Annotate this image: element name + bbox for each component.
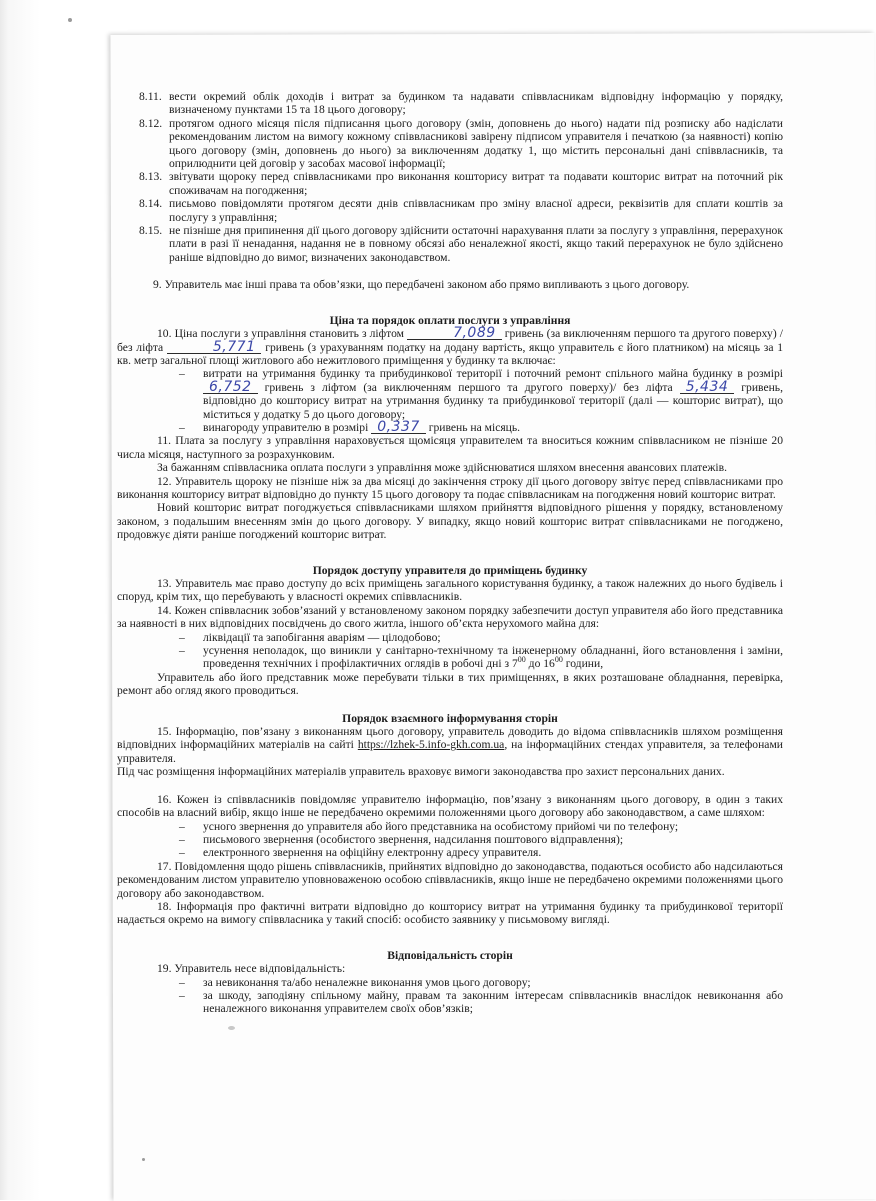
- clause-19-item-damage: – за шкоду, заподіяну спільному майну, правам та законним інтересам співвласників внаслідок невиконання або неналежного виконання управителем своїх обов’язків;: [117, 989, 783, 1016]
- dash-bullet: –: [179, 988, 185, 1002]
- clause-18: 18. Інформація про фактичні витрати відповідно до кошторису витрат на утримання будинку та прибудинкової території надається окремо на вимогу співвласника у такий спосіб: особисто заявнику у письмовому вигляді.: [117, 899, 783, 927]
- clause-number: 8.11.: [139, 90, 162, 103]
- dash-bullet: –: [179, 846, 185, 860]
- clause-8-15: [117, 224, 783, 264]
- clause-number: 8.15.: [139, 224, 163, 238]
- dash-bullet: –: [179, 420, 185, 434]
- clause-14-presence: Управитель або його представник може перебувати тільки в тих приміщеннях, в яких розташоване обладнання, перевірка, ремонт або огляд якого проводиться.: [117, 670, 783, 698]
- clause-16-item-oral: – усного звернення до управителя або його представника на особистому прийомі чи по телефону;: [117, 820, 783, 833]
- clause-12-new-estimate: Новий кошторис витрат погоджується співвласниками шляхом прийняття відповідного рішення у порядку, встановленому законом, з подальшим внесенням змін до цього договору. У випадку, якщо новий кошторис витрат співвласниками не погоджено, продовжує діяти раніше погоджений кошторис витрат.: [117, 501, 783, 542]
- handwritten-costs-without-lift: 5,434: [680, 381, 735, 394]
- clause-number: 8.12.: [139, 116, 163, 130]
- clause-text: протягом одного місяця після підписання цього договору (змін, доповнень до нього) надати під розписку або надіслати рекомендованим листом на вимогу кожному співвласникові завірену підписом управителя і печаткою (за наявності) копію цього договору (змін, доповнень до нього) за виключенням додатку 1, що містить персональні дані співвласників, та оприлюднити цей договір у засобах масової інформації;: [169, 116, 783, 171]
- clause-number: 8.14.: [139, 197, 163, 211]
- scan-speck: [142, 1158, 145, 1161]
- document-body: [117, 90, 783, 1016]
- scan-smudge: [228, 1026, 235, 1030]
- clause-8-12: [117, 117, 783, 171]
- clause-12: 12. Управитель щороку не пізніше ніж за два місяці до закінчення строку дії цього договору звітує перед співвласниками про виконання кошторису витрат відповідно до пункту 15 цього договору та подає співвласникам на погодження новий кошторис витрат.: [117, 474, 783, 501]
- clause-11: 11. Плата за послугу з управління нараховується щомісяця управителем та вноситься кожним співвласником не пізніше 20 числа місяця, наступного за розрахунковим.: [117, 434, 783, 461]
- handwritten-price-without-lift: 5,771: [167, 341, 262, 354]
- dash-bullet: –: [179, 367, 185, 381]
- dash-bullet: –: [179, 644, 185, 658]
- clause-16-item-electronic: – електронного звернення на офіційну електронну адресу управителя.: [117, 846, 783, 859]
- handwritten-fee: 0,337: [371, 421, 426, 434]
- clause-14-item-repairs: – усунення неполадок, що виникли у санітарно-технічному та інженерному обладнанні, його встановлення і заміни, проведення технічних і профілактичних оглядів в робочі дні з $7^{00}$ до $16^{00}$ години,: [117, 644, 783, 671]
- dash-bullet: –: [179, 832, 185, 846]
- clause-16: 16. Кожен із співвласників повідомляє управителю інформацію, пов’язану з виконанням цього договору, в один з таких способів на власний вибір, якщо інше не передбачено окремими положеннями цього договору або законодавством, а саме шляхом:: [117, 792, 783, 820]
- clause-15-privacy: Під час розміщення інформаційних матеріалів управитель враховує вимоги законодавства про захист персональних даних.: [117, 765, 725, 779]
- clause-14-item-accidents: – ліквідації та запобігання аваріям — цілодобово;: [117, 631, 783, 644]
- clause-text: вести окремий облік доходів і витрат за будинком та надавати співвласникам відповідну інформацію у порядку, визначеному пунктами 15 та 18 цього договору;: [169, 90, 783, 117]
- clause-15: 15. Інформацію, пов’язану з виконанням цього договору, управитель доводить до відома співвласників шляхом розміщення відповідних інформаційних матеріалів на сайті https://lzhek-5.info-gkh.com.ua, на інформаційних стендах управителя, за телефонами управителя.: [117, 725, 783, 765]
- clause-17: 17. Повідомлення щодо рішень співвласників, прийнятих відповідно до законодавства, подаються особисто або надсилаються рекомендованим листом управителю уповноваженою особою співвласників, якщо інше не передбачено окремими положеннями цього договору або законодавством.: [117, 859, 783, 900]
- clause-8-11: [117, 90, 783, 117]
- clause-14: 14. Кожен співвласник зобов’язаний у встановленому законом порядку забезпечити доступ управителя або його представника за наявності в них відповідних посвідчень до свого житла, іншого об’єкта нерухомого майна для:: [117, 603, 783, 631]
- section-heading-access: Порядок доступу управителя до приміщень будинку: [312, 563, 588, 577]
- clause-10-item-fee: – винагороду управителю в розмірі 0,337 гривень на місяць.: [117, 421, 783, 434]
- clause-10-item-costs: – витрати на утримання будинку та прибудинкової території і поточний ремонт спільного майна будинку в розмірі 6,752 гривень з ліфтом (за виключенням першого та другого поверху)/ без ліфта 5,434 гривень, відповідно до кошторису витрат на утримання будинку та прибудинкової території (далі — кошторис витрат), що міститься у додатку 5 до цього договору;: [117, 367, 783, 421]
- website-link[interactable]: https://lzhek-5.info-gkh.com.ua: [357, 738, 505, 752]
- handwritten-costs-with-lift: 6,752: [203, 381, 258, 394]
- clause-19: 19. Управитель несе відповідальність:: [157, 962, 346, 976]
- section-heading-price: Ціна та порядок оплати послуги з управління: [329, 313, 571, 327]
- dash-bullet: –: [179, 630, 185, 644]
- handwritten-price-with-lift: 7,089: [407, 327, 502, 340]
- clause-16-item-written: – письмового звернення (особистого звернення, надсилання поштового відправлення);: [117, 833, 783, 846]
- clause-number: 8.13.: [139, 170, 163, 184]
- clause-19-item-nonperformance: – за невиконання та/або неналежне виконання умов цього договору;: [117, 976, 783, 989]
- scan-speck: [68, 18, 72, 22]
- clause-text: письмово повідомляти протягом десяти днів співвласникам про зміну власної адреси, реквізитів для сплати коштів за послугу з управління;: [169, 197, 783, 224]
- clause-11-advance: За бажанням співвласника оплата послуги з управління може здійснюватися шляхом внесення авансових платежів.: [157, 461, 727, 475]
- clause-text: звітувати щороку перед співвласниками про виконання кошторису витрат та подавати кошторис витрат на поточний рік споживачам на погодження;: [169, 170, 783, 197]
- dash-bullet: –: [179, 975, 185, 989]
- clause-8-13: [117, 170, 783, 197]
- clause-8-14: [117, 197, 783, 224]
- clause-text: не пізніше дня припинення дії цього договору здійснити остаточні нарахування плати за послугу з управління, перерахунок плати в разі її ненадання, надання не в повному обсязі або неналежної якості, якщо такий перерахунок не було здійснено раніше відповідно до вимог, визначених законодавством.: [169, 224, 783, 264]
- clause-9: 9. Управитель має інші права та обов’язки, що передбачені законом або прямо випливають з цього договору.: [153, 278, 690, 292]
- section-heading-info: Порядок взаємного інформування сторін: [342, 711, 558, 725]
- section-heading-responsibility: Відповідальність сторін: [387, 948, 513, 962]
- dash-bullet: –: [179, 819, 185, 833]
- clause-13: 13. Управитель має право доступу до всіх приміщень загального користування будинку, а також належних до нього будівель і споруд, крім тих, що перебувають у власності окремих співвласників.: [117, 577, 783, 604]
- clause-10: 10. Ціна послуги з управління становить з ліфтом 7,089 гривень (за виключенням першого та другого поверху) / без ліфта 5,771 гривень (з урахуванням податку на додану вартість, якщо управитель є його платником) на місяць за 1 кв. метр загальної площі житлового або нежитлового приміщення у будинку та включає:: [117, 325, 783, 367]
